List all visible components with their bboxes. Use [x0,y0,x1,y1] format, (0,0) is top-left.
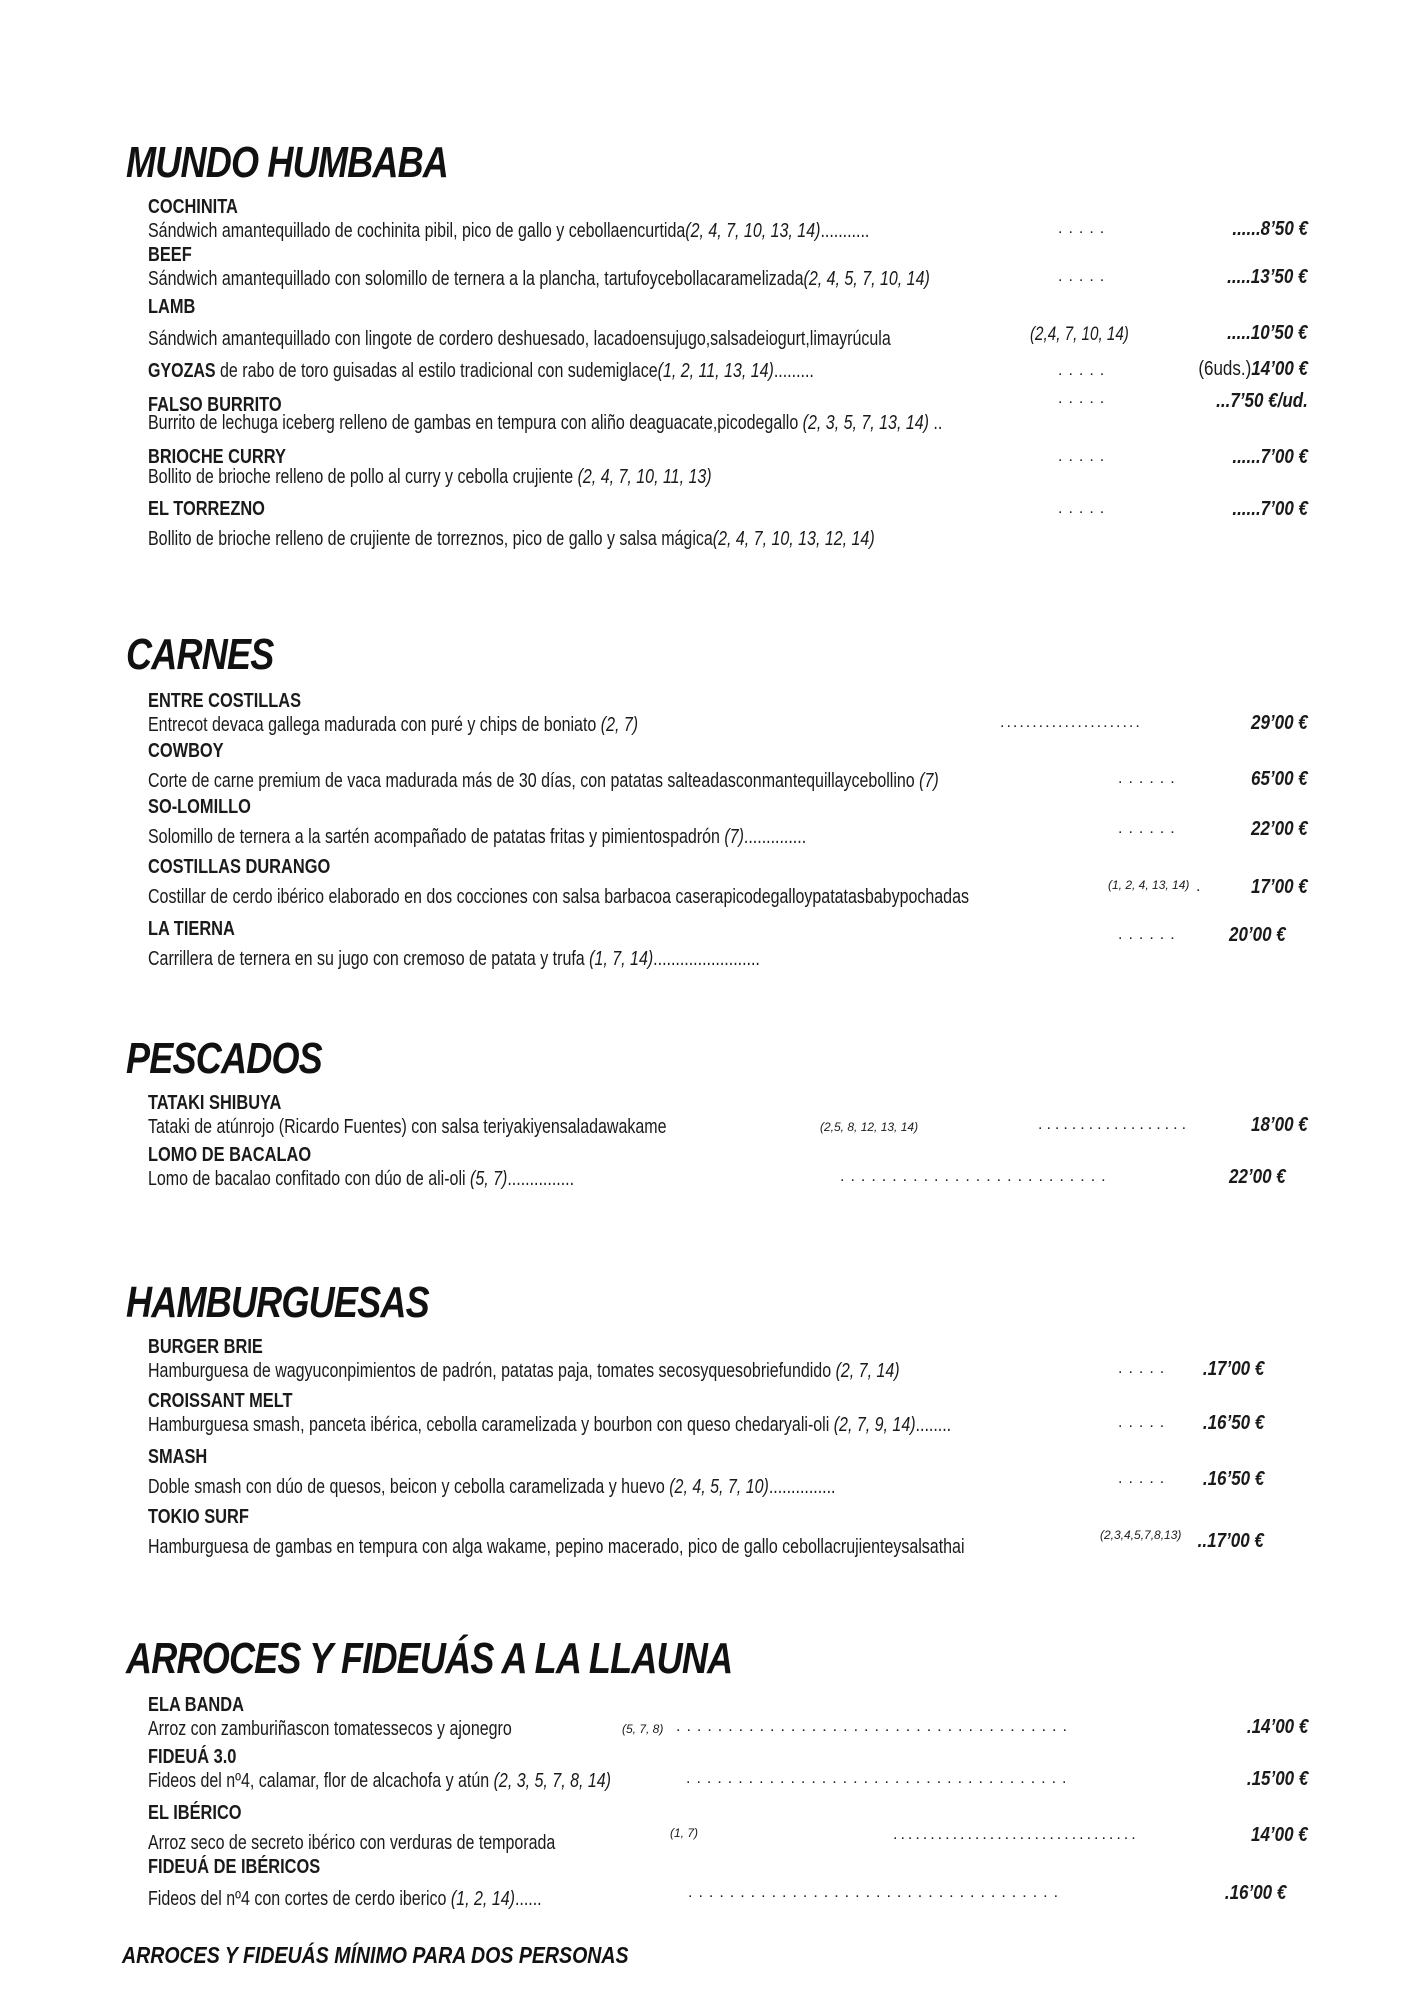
item-name: FALSO BURRITO [148,394,282,416]
menu-item-entre-costillas [148,690,1308,746]
allergens: (2, 3, 5, 7, 13, 14) [802,412,929,434]
item-price: ......8’50 € [1232,218,1308,240]
item-name: FIDEUÁ DE IBÉRICOS [148,1856,321,1878]
item-name: COSTILLAS DURANGO [148,856,331,878]
item-price: .16’00 € [1224,1882,1286,1904]
item-name: BEEF [148,244,192,266]
menu-item-tataki-shibuya [148,1092,1308,1148]
item-price: 18’00 € [1251,1114,1308,1136]
allergens: (7) [724,826,744,848]
item-description: Arroz seco de secreto ibérico con verduras de temporada [148,1832,556,1854]
item-price: .....10’50 € [1227,322,1308,344]
menu-item-la-tierna [148,918,1308,974]
allergens: (1, 2, 14) [450,1888,515,1910]
item-price: 22’00 € [1229,1166,1286,1188]
item-name: CROISSANT MELT [148,1390,293,1412]
item-description: Hamburguesa de gambas en tempura con alga wakame, pepino macerado, pico de gallo cebollacrujienteysalsathai [148,1536,965,1558]
item-description: Doble smash con dúo de quesos, beicon y cebolla caramelizada y huevo (2, 4, 5, 7, 10)............... [148,1476,836,1498]
item-price: .14’00 € [1246,1716,1308,1738]
dot-leader: ...... [1118,820,1181,837]
item-description: Tataki de atúnrojo (Ricardo Fuentes) con salsa teriyakiyensaladawakame [148,1116,667,1138]
dot-leader: ..... [1118,1414,1171,1431]
menu-item-el-torrezno [148,498,1308,554]
allergens: (5, 7, 8) [622,1722,664,1736]
item-name: BRIOCHE CURRY [148,446,286,468]
allergens: (2, 4, 5, 7, 10) [669,1476,769,1498]
item-price: ......7’00 € [1232,446,1308,468]
menu-item-beef [148,244,1308,300]
item-name: FIDEUÁ 3.0 [148,1746,237,1768]
allergens: (2,4, 7, 10, 14) [1030,324,1129,345]
allergens: (2, 7) [600,714,639,736]
menu-item-fideua-de-ibericos [148,1856,1308,1912]
item-price: 29’00 € [1251,712,1308,734]
item-price: 14’00 € [1251,1824,1308,1846]
dot-leader: ..... [1058,390,1111,407]
menu-item-brioche-curry [148,446,1308,502]
item-name: ELA BANDA [148,1694,244,1716]
dot-leader: ..................................... [686,1770,1073,1787]
item-name: TOKIO SURF [148,1506,249,1528]
item-description: Hamburguesa smash, panceta ibérica, cebolla caramelizada y bourbon con queso chedaryali-oli (2, 7, 9, 14)........ [148,1414,952,1436]
item-name: LAMB [148,296,196,318]
item-name: BURGER BRIE [148,1336,263,1358]
item-price: .17’00 € [1202,1358,1264,1380]
item-name: COCHINITA [148,196,238,218]
item-description: Fideos del nº4 con cortes de cerdo iberico (1, 2, 14)...... [148,1888,542,1910]
item-description: Arroz con zamburiñascon tomatessecos y ajonegro [148,1718,512,1740]
item-price: 20’00 € [1229,924,1286,946]
allergens: (2, 4, 7, 10, 13, 12, 14) [712,528,875,550]
item-description: Costillar de cerdo ibérico elaborado en dos cocciones con salsa barbacoa caserapicodegalloypatatasbabypochadas [148,886,969,908]
item-price: ..17’00 € [1197,1530,1264,1552]
allergens: (2, 7, 14) [835,1360,900,1382]
menu-item-burger-brie [148,1336,1308,1392]
section-title-pescados: PESCADOS [126,1034,322,1083]
item-name: EL TORREZNO [148,498,265,520]
item-name: TATAKI SHIBUYA [148,1092,282,1114]
dot-leader: ...................... [1000,714,1142,731]
minimum-order-note: ARROCES Y FIDEUÁS MÍNIMO PARA DOS PERSONAS [122,1942,629,1968]
dot-leader: ..... [1058,362,1111,379]
item-description: Hamburguesa de wagyuconpimientos de padrón, patatas paja, tomates secosyquesobriefundido (2, 7, 14) [148,1360,900,1382]
dot-leader: ...... [1118,926,1181,943]
dot-leader: . [1196,878,1207,895]
section-title-hamburguesas: HAMBURGUESAS [126,1278,429,1327]
item-name: LA TIERNA [148,918,235,940]
section-title-mundo-humbaba: MUNDO HUMBABA [126,138,449,187]
item-name: SO-LOMILLO [148,796,251,818]
item-name: GYOZAS [148,360,216,382]
item-price: ...7’50 €/ud. [1216,390,1308,412]
allergens: (5, 7) [470,1168,508,1190]
dot-leader: ..... [1058,448,1111,465]
item-description: Lomo de bacalao confitado con dúo de ali-oli (5, 7)............... [148,1168,575,1190]
allergens: (2, 7, 9, 14) [833,1414,916,1436]
section-title-carnes: CARNES [126,630,274,679]
menu-item-fideua-3-0 [148,1746,1308,1802]
item-description: Carrillera de ternera en su jugo con cremoso de patata y trufa (1, 7, 14)........................ [148,948,760,970]
allergens: (1, 7, 14) [589,948,654,970]
allergens: (1, 2, 4, 13, 14) [1108,878,1190,892]
item-description: Corte de carne premium de vaca madurada más de 30 días, con patatas salteadasconmantequillaycebollino (7) [148,770,939,792]
item-description: Bollito de brioche relleno de pollo al curry y cebolla crujiente (2, 4, 7, 10, 11, 13) [148,466,712,488]
item-description: Sándwich amantequillado de cochinita pibil, pico de gallo y cebollaencurtida(2, 4, 7, 10, 13, 14)........... [148,220,870,242]
dot-leader: .................. [1038,1116,1191,1133]
menu-item-ela-banda [148,1694,1308,1750]
item-description: Sándwich amantequillado con solomillo de ternera a la plancha, tartufoycebollacaramelizada(2, 4, 5, 7, 10, 14) [148,268,930,290]
item-price: ......7’00 € [1232,498,1308,520]
item-description: Fideos del nº4, calamar, flor de alcachofa y atún (2, 3, 5, 7, 8, 14) [148,1770,611,1792]
menu-item-so-lomillo [148,796,1308,852]
allergens: (2,3,4,5,7,8,13) [1100,1528,1182,1542]
menu-item-tokio-surf [148,1506,1308,1562]
item-name: SMASH [148,1446,208,1468]
item-description: Solomillo de ternera a la sartén acompañado de patatas fritas y pimientospadrón (7).............. [148,826,807,848]
item-description: Burrito de lechuga iceberg relleno de gambas en tempura con aliño deaguacate,picodegallo (2, 3, 5, 7, 13, 14) .. [148,412,943,434]
item-price: 65’00 € [1251,768,1308,790]
dot-leader: ................................. [893,1826,1139,1843]
allergens: (1, 2, 11, 13, 14) [657,360,774,382]
dot-leader: ..... [1058,220,1111,237]
item-name: ENTRE COSTILLAS [148,690,302,712]
dot-leader: .......................... [840,1168,1112,1185]
item-price: .....13’50 € [1227,266,1308,288]
dot-leader: ...... [1118,770,1181,787]
item-price: .16’50 € [1202,1412,1264,1434]
item-name: COWBOY [148,740,224,762]
item-price: .15’00 € [1246,1768,1308,1790]
allergens: (1, 7) [670,1826,699,1840]
item-name: LOMO DE BACALAO [148,1144,312,1166]
item-name: EL IBÉRICO [148,1802,242,1824]
dot-leader: ...................................... [676,1718,1073,1735]
menu-item-croissant-melt [148,1390,1308,1446]
item-price: 17’00 € [1251,876,1308,898]
menu-item-el-iberico [148,1802,1308,1858]
dot-leader: ..... [1058,500,1111,517]
allergens: (2, 4, 7, 10, 13, 14) [685,220,821,242]
dot-leader: ..... [1118,1470,1171,1487]
menu-item-lomo-de-bacalao [148,1144,1308,1200]
dot-leader: ..... [1058,268,1111,285]
item-description: Bollito de brioche relleno de crujiente de torreznos, pico de gallo y salsa mágica(2, 4, 7, 10, 13, 12, 14) [148,528,875,550]
menu-item-falso-burrito [148,390,1308,450]
menu-item-costillas-durango [148,856,1308,912]
allergens: (2,5, 8, 12, 13, 14) [820,1120,919,1134]
item-price: .16’50 € [1202,1468,1264,1490]
dot-leader: .................................... [688,1884,1065,1901]
dot-leader: ..... [1118,1360,1171,1377]
allergens: (2, 3, 5, 7, 8, 14) [493,1770,611,1792]
item-price: (6uds.)14’00 € [1198,358,1308,380]
section-title-arroces-y-fideuas: ARROCES Y FIDEUÁS A LA LLAUNA [126,1634,733,1683]
item-description: Sándwich amantequillado con lingote de cordero deshuesado, lacadoensujugo,salsadeiogurt,limayrúcula [148,328,891,350]
allergens: (2, 4, 5, 7, 10, 14) [803,268,930,290]
menu-item-smash [148,1446,1308,1502]
menu-item-lamb [148,296,1308,352]
menu-item-cowboy [148,740,1308,796]
item-price: 22’00 € [1251,818,1308,840]
allergens: (7) [919,770,939,792]
item-description: Entrecot devaca gallega madurada con puré y chips de boniato (2, 7) [148,714,639,736]
allergens: (2, 4, 7, 10, 11, 13) [577,466,712,488]
item-description: GYOZAS de rabo de toro guisadas al estilo tradicional con sudemiglace(1, 2, 11, 13, 14)......... [148,360,814,382]
